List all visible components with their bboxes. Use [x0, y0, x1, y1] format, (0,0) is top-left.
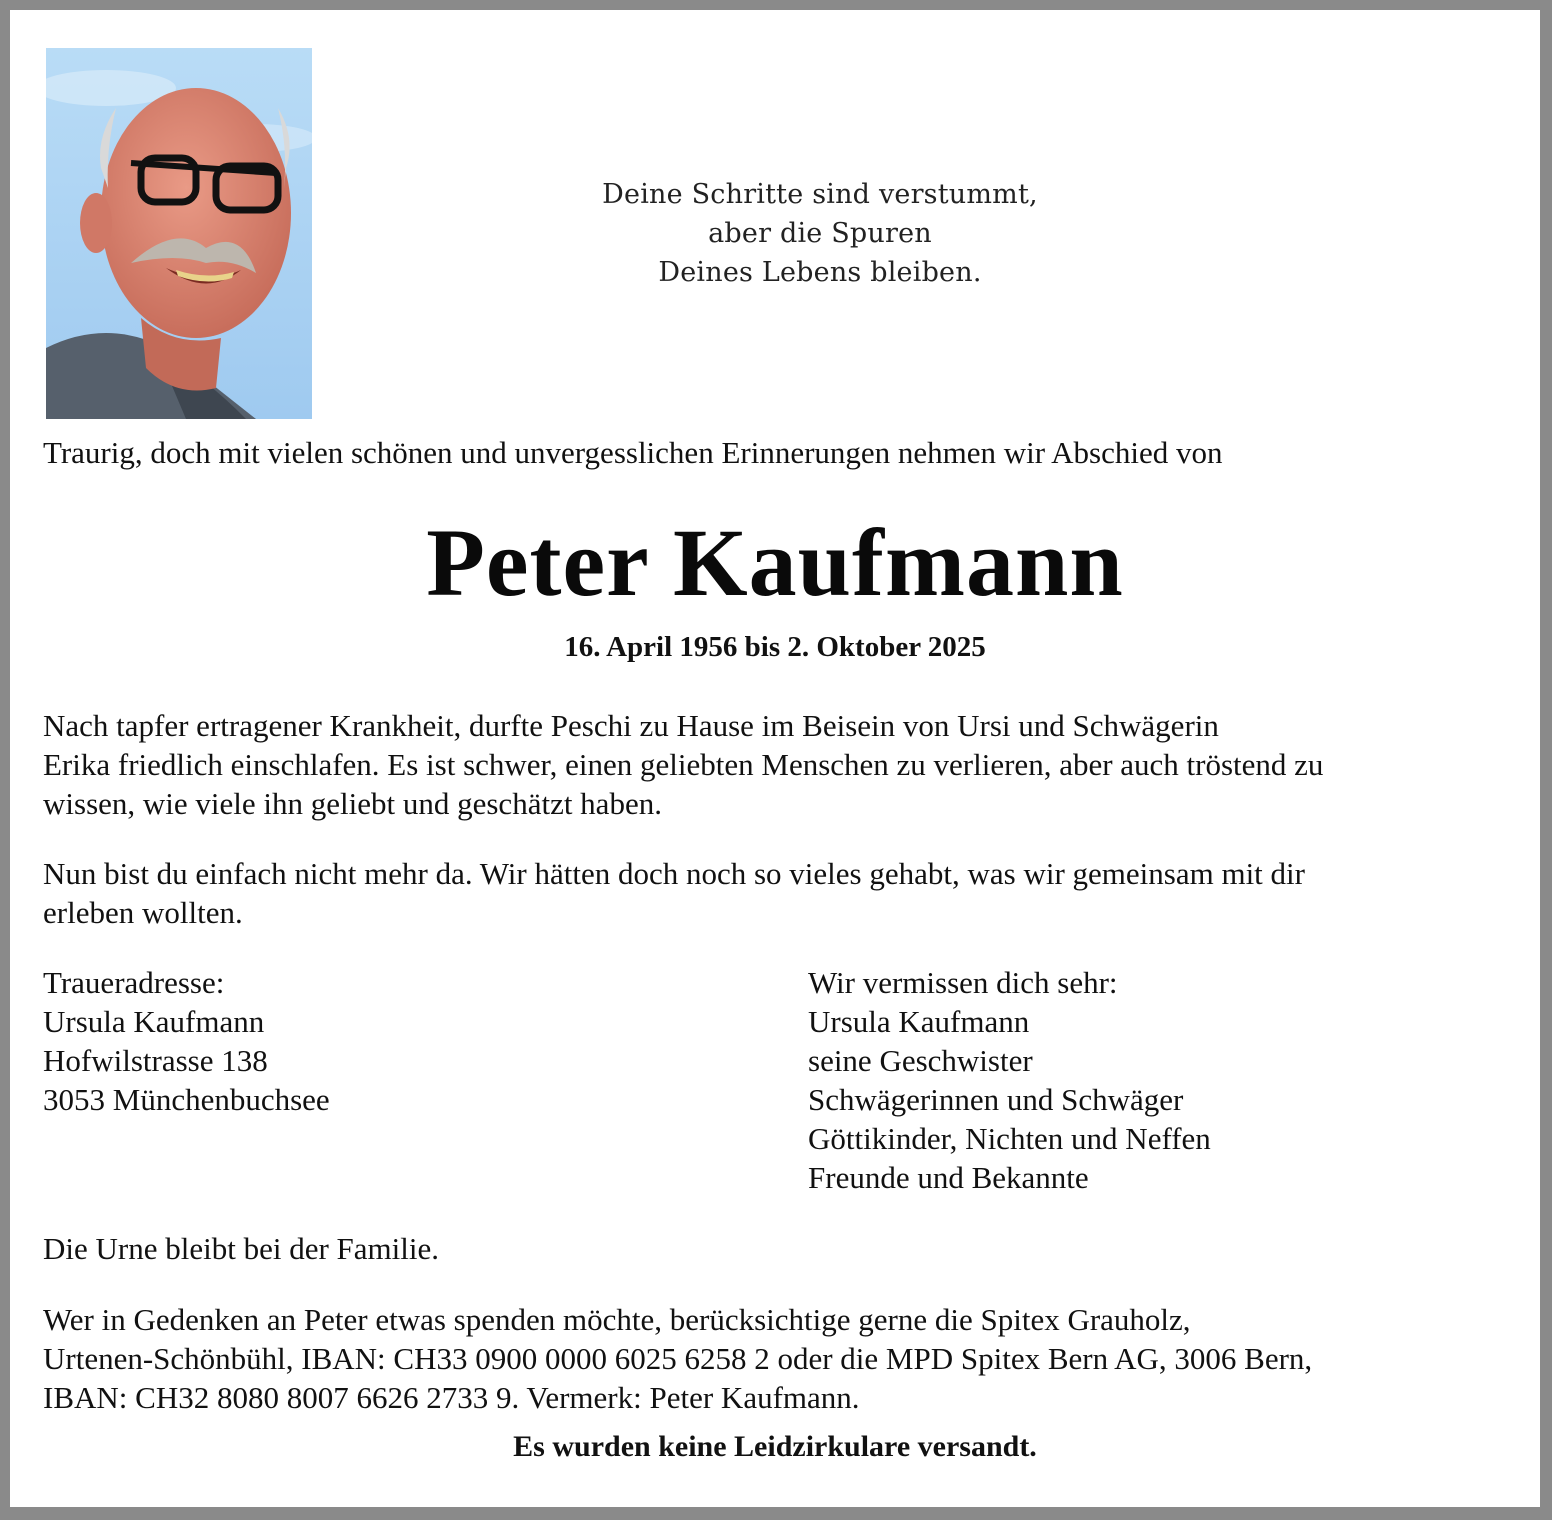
paragraph-line: Nach tapfer ertragener Krankheit, durfte Peschi zu Hause im Beisein von Ursi und Schwägerin	[43, 708, 1219, 743]
paragraph-farewell	[43, 854, 1305, 932]
urn-text: Die Urne bleibt bei der Familie.	[43, 1231, 439, 1266]
paragraph-line: wissen, wie viele ihn geliebt und geschätzt haben.	[43, 786, 662, 821]
address-heading: Traueradresse:	[43, 965, 225, 1000]
portrait-photo	[46, 48, 312, 419]
address-line: Hofwilstrasse 138	[43, 1043, 268, 1078]
life-dates: 16. April 1956 bis 2. Oktober 2025	[564, 631, 986, 663]
footer-note: Es wurden keine Leidzirkulare versandt.	[513, 1430, 1037, 1463]
mourner-item: Ursula Kaufmann	[808, 1004, 1030, 1039]
paragraph-line: Erika friedlich einschlafen. Es ist schwer, einen geliebten Menschen zu verlieren, aber auch tröstend zu	[43, 747, 1324, 782]
mourner-item: seine Geschwister	[808, 1043, 1033, 1078]
mourners-heading: Wir vermissen dich sehr:	[808, 965, 1118, 1000]
verse-line: Deines Lebens bleiben.	[658, 257, 982, 288]
obituary-card	[10, 10, 1540, 1507]
mourners-list	[808, 963, 1211, 1197]
verse-line: Deine Schritte sind verstummt,	[602, 179, 1038, 210]
intro-text: Traurig, doch mit vielen schönen und unvergesslichen Erinnerungen nehmen wir Abschied von	[43, 435, 1223, 470]
donation-info	[43, 1300, 1312, 1417]
portrait-icon	[46, 48, 312, 419]
paragraph-line: erleben wollten.	[43, 895, 243, 930]
deceased-name: Peter Kaufmann	[426, 509, 1124, 616]
address-line: Ursula Kaufmann	[43, 1004, 265, 1039]
memorial-verse	[470, 175, 1170, 292]
donation-line: IBAN: CH32 8080 8007 6626 2733 9. Vermerk: Peter Kaufmann.	[43, 1380, 860, 1415]
donation-line: Wer in Gedenken an Peter etwas spenden möchte, berücksichtige gerne die Spitex Grauholz,	[43, 1302, 1191, 1337]
urn-note	[43, 1229, 439, 1268]
mourner-item: Schwägerinnen und Schwäger	[808, 1082, 1184, 1117]
mourner-item: Göttikinder, Nichten und Neffen	[808, 1121, 1211, 1156]
paragraph-line: Nun bist du einfach nicht mehr da. Wir hätten doch noch so vieles gehabt, was wir gemeinsam mit dir	[43, 856, 1305, 891]
donation-line: Urtenen-Schönbühl, IBAN: CH33 0900 0000 6025 6258 2 oder die MPD Spitex Bern AG, 3006 Bern,	[43, 1341, 1313, 1376]
mourner-item: Freunde und Bekannte	[808, 1160, 1089, 1195]
verse-line: aber die Spuren	[708, 218, 932, 249]
paragraph-illness	[43, 706, 1323, 823]
mourning-address	[43, 963, 330, 1119]
address-line: 3053 Münchenbuchsee	[43, 1082, 330, 1117]
